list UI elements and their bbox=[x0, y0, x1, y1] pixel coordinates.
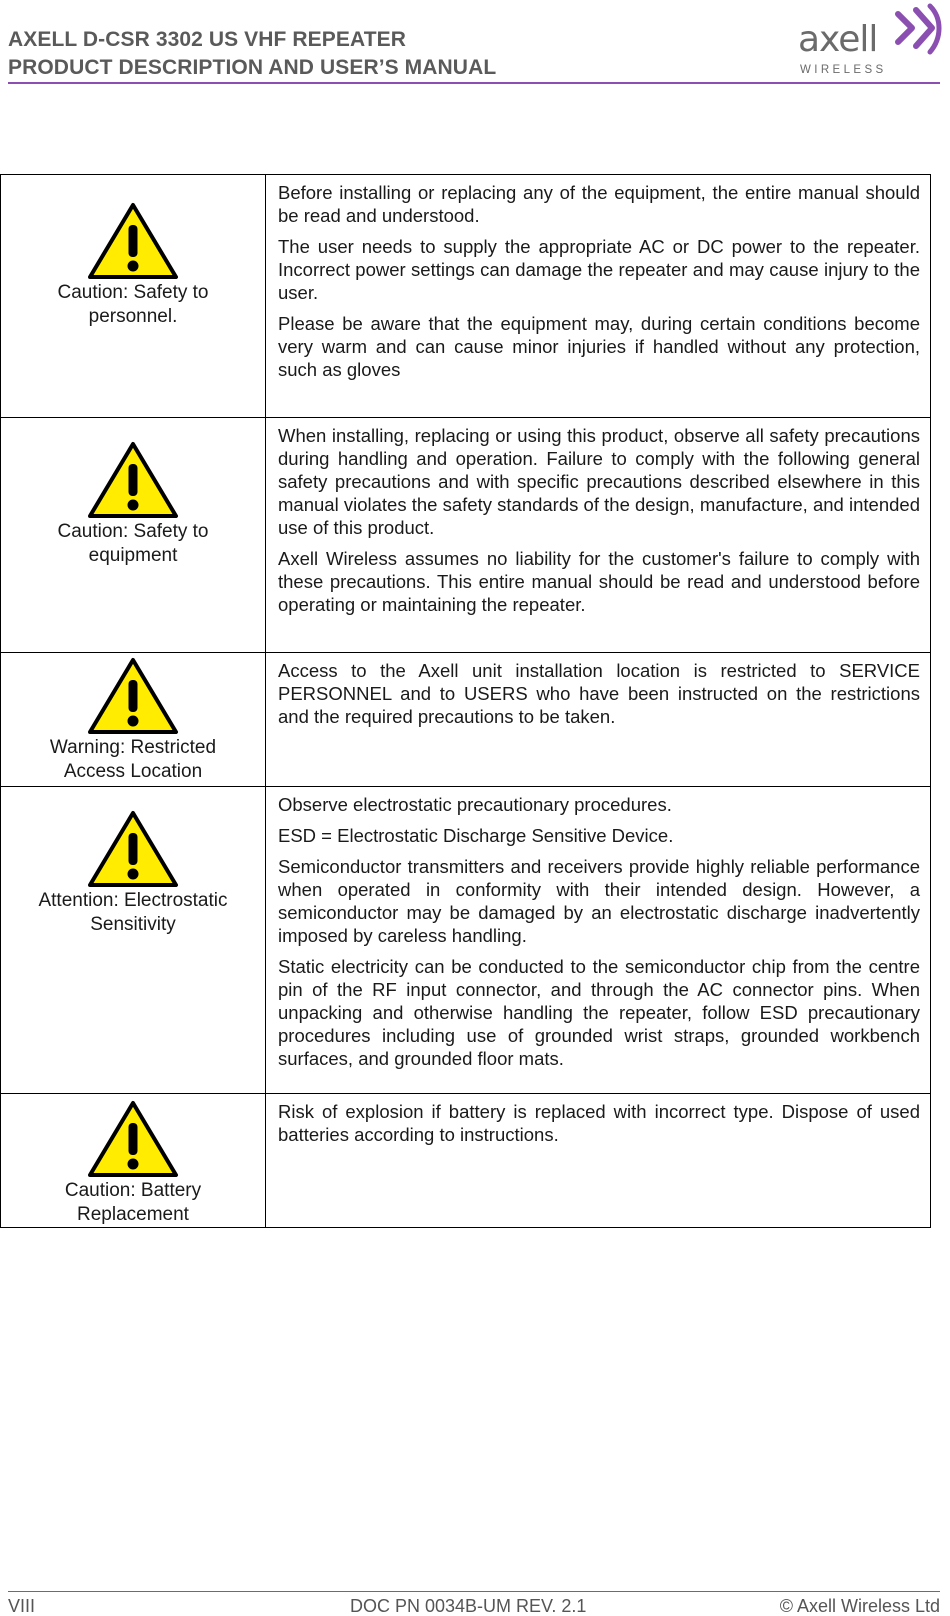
logo-wordmark: axell bbox=[798, 19, 878, 60]
caution-paragraph: Before installing or replacing any of the equipment, the entire manual should be read and understood. bbox=[278, 182, 920, 226]
warning-triangle-icon bbox=[86, 1099, 180, 1179]
caption-line: equipment bbox=[88, 545, 178, 566]
footer-copyright: © Axell Wireless Ltd bbox=[779, 1596, 940, 1616]
icon-cell bbox=[1, 175, 266, 418]
caution-paragraph: When installing, replacing or using this product, observe all safety precautions during handling and operation. Failure to comply with the following general safety precautions and with specific precautions described elsewhere in this manual violates the safety standards of the design, manufacture, and intended use of this product. bbox=[278, 425, 920, 538]
caution-paragraph: ESD = Electrostatic Discharge Sensitive Device. bbox=[278, 825, 674, 846]
table-row bbox=[1, 175, 931, 418]
caution-paragraph: Access to the Axell unit installation location is restricted to SERVICE PERSONNEL and to USERS who have been instructed on the restrictions and the required precautions to be taken. bbox=[278, 660, 920, 727]
caution-text-cell bbox=[266, 787, 931, 1094]
caption-line: Attention: Electrostatic bbox=[38, 890, 228, 911]
safety-cautions-table bbox=[0, 174, 931, 1228]
warning-triangle-icon bbox=[86, 809, 180, 889]
axell-wireless-logo bbox=[798, 2, 948, 78]
footer-divider bbox=[8, 1591, 940, 1592]
logo-subtitle: WIRELESS bbox=[800, 64, 887, 76]
caption-line: Warning: Restricted bbox=[49, 737, 217, 758]
icon-cell bbox=[1, 1094, 266, 1228]
axell-chevron-mark-icon bbox=[884, 2, 946, 62]
warning-triangle-icon bbox=[86, 201, 180, 281]
caution-paragraph: Please be aware that the equipment may, during certain conditions become very warm and can cause minor injuries if handled without any protection, such as gloves bbox=[278, 313, 920, 380]
caution-paragraph: Observe electrostatic precautionary procedures. bbox=[278, 794, 672, 815]
icon-cell bbox=[1, 787, 266, 1094]
caption-line: Sensitivity bbox=[90, 914, 176, 935]
table-row bbox=[1, 1094, 931, 1228]
document-title bbox=[8, 26, 496, 82]
caution-paragraph: Risk of explosion if battery is replaced with incorrect type. Dispose of used batteries according to instructions. bbox=[278, 1101, 920, 1145]
icon-cell bbox=[1, 418, 266, 653]
footer-page-number: VIII bbox=[8, 1596, 36, 1616]
caption-line: Caution: Battery bbox=[64, 1180, 202, 1201]
caution-paragraph: The user needs to supply the appropriate AC or DC power to the repeater. Incorrect power settings can damage the repeater and may cause injury to the user. bbox=[278, 236, 920, 303]
caution-text-cell bbox=[266, 1094, 931, 1228]
caution-paragraph: Static electricity can be conducted to the semiconductor chip from the centre pin of the RF input connector, and through the AC connector pins. When unpacking and otherwise handling the repeater, follow ESD precautionary procedures including use of grounded wrist straps, grounded workbench surfaces, and grounded floor mats. bbox=[278, 956, 920, 1069]
table-row bbox=[1, 787, 931, 1094]
table-row bbox=[1, 653, 931, 787]
caution-caption bbox=[1, 281, 265, 329]
table-row bbox=[1, 418, 931, 653]
warning-caption bbox=[1, 736, 265, 784]
caption-line: personnel. bbox=[88, 306, 178, 327]
header-divider bbox=[8, 82, 940, 84]
caption-line: Caution: Safety to bbox=[57, 521, 209, 542]
caution-text-cell bbox=[266, 418, 931, 653]
document-title-line-1: AXELL D-CSR 3302 US VHF REPEATER bbox=[8, 28, 407, 51]
footer-document-number: DOC PN 0034B-UM REV. 2.1 bbox=[350, 1596, 587, 1616]
warning-triangle-icon bbox=[86, 440, 180, 520]
caution-caption bbox=[1, 1179, 265, 1227]
caution-paragraph: Semiconductor transmitters and receivers provide highly reliable performance when operated in conformity with their intended design. However, a semiconductor may be damaged by an electrostatic discharge inadvertently imposed by careless handling. bbox=[278, 856, 920, 946]
caution-caption bbox=[1, 520, 265, 568]
caption-line: Caution: Safety to bbox=[57, 282, 209, 303]
warning-triangle-icon bbox=[86, 656, 180, 736]
caution-paragraph: Axell Wireless assumes no liability for the customer's failure to comply with these precautions. This entire manual should be read and understood before operating or maintaining the repeater. bbox=[278, 548, 920, 615]
document-title-line-2: PRODUCT DESCRIPTION AND USER’S MANUAL bbox=[8, 56, 497, 79]
caption-line: Replacement bbox=[77, 1204, 189, 1225]
caution-text-cell bbox=[266, 175, 931, 418]
attention-caption bbox=[1, 889, 265, 937]
caution-text-cell bbox=[266, 653, 931, 787]
icon-cell bbox=[1, 653, 266, 787]
page-header bbox=[0, 0, 950, 84]
caption-line: Access Location bbox=[63, 761, 203, 782]
